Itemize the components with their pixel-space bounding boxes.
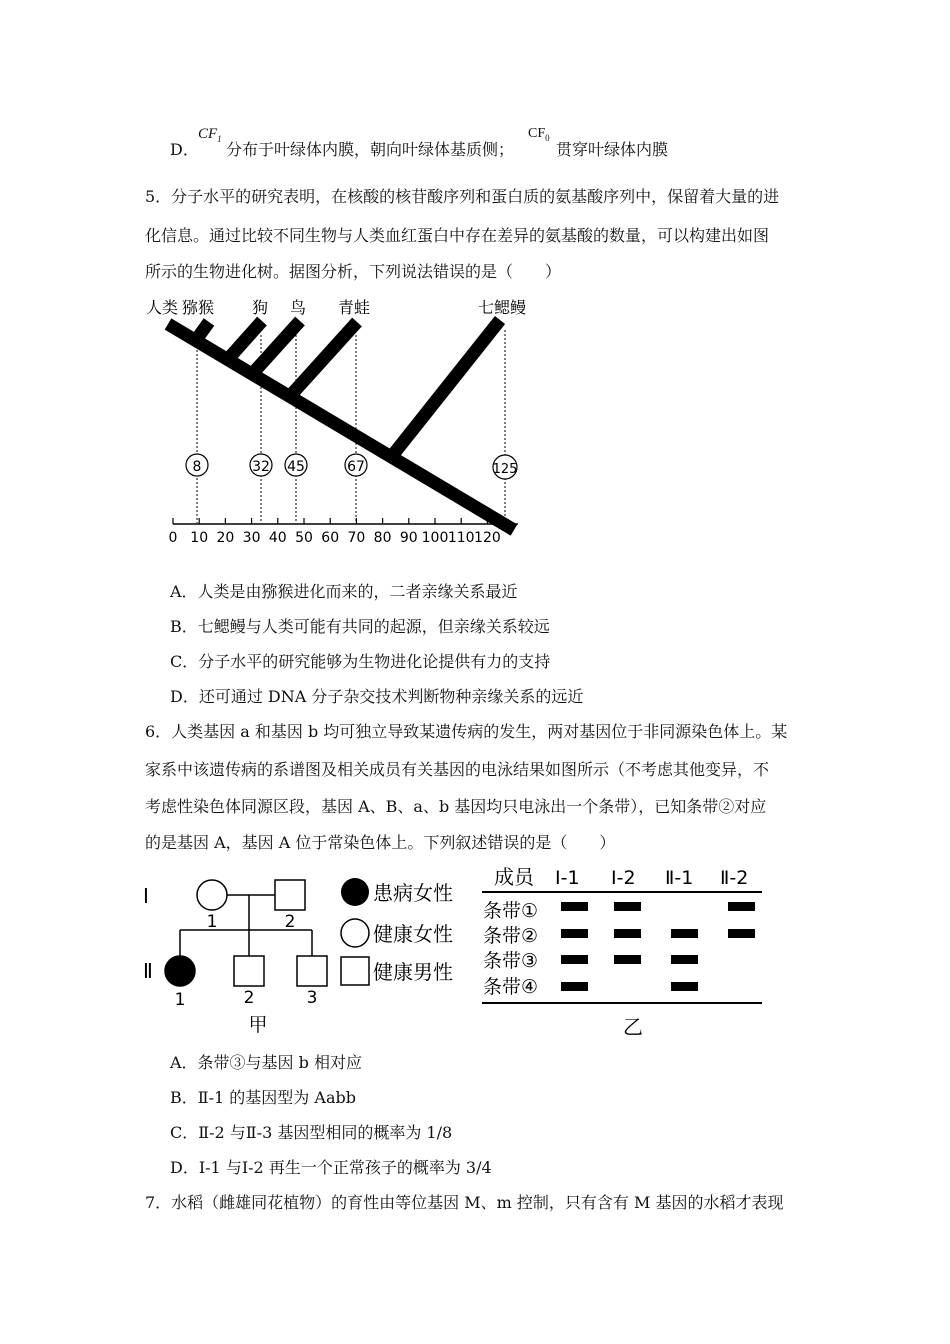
species-label-frog: 青蛙 <box>338 298 371 317</box>
branch-dog <box>229 321 262 358</box>
diff-value-frog: 67 <box>347 459 365 475</box>
header-member: 成员 <box>494 865 534 889</box>
q5-stem-line-2: 化信息。通过比较不同生物与人类血红蛋白中存在差异的氨基酸的数量，可以构建出如图 <box>145 226 770 245</box>
q4-option-d-text1: 分布于叶绿体内膜，朝向叶绿体基质侧； <box>226 140 515 159</box>
band-label-3: 条带③ <box>483 950 539 972</box>
option-letter: D． <box>170 140 199 159</box>
diff-value-macaque: 8 <box>192 459 202 475</box>
q5-option-c: C．分子水平的研究能够为生物进化论提供有力的支持 <box>170 652 551 671</box>
axis-tick-label: 50 <box>295 530 313 546</box>
axis-tick-label: 100 <box>421 530 449 546</box>
q6-stem-line-2: 家系中该遗传病的系谱图及相关成员有关基因的电泳结果如图所示（不考虑其他变异，不 <box>145 760 770 779</box>
species-label-lamprey: 七鳃鳗 <box>478 298 527 317</box>
diff-value-lamprey: 125 <box>492 462 518 477</box>
q5-stem-line-1: 5．分子水平的研究表明，在核酸的核苷酸序列和蛋白质的氨基酸序列中，保留着大量的进 <box>145 187 780 206</box>
axis-tick-label: 20 <box>216 530 235 546</box>
axis-ticks <box>169 518 501 546</box>
axis-tick-label: 120 <box>474 530 501 546</box>
number-I-2: 2 <box>284 912 296 932</box>
header-I-2: Ⅰ-2 <box>611 867 636 889</box>
axis-tick-label: 0 <box>168 530 178 546</box>
q6-option-a: A．条带③与基因 b 相对应 <box>170 1053 362 1072</box>
axis-tick-label: 30 <box>242 530 261 546</box>
q6-stem-line-1: 6．人类基因 a 和基因 b 均可独立导致某遗传病的发生，两对基因位于非同源染色体上。某 <box>145 722 788 741</box>
axis-tick-label: 10 <box>190 530 209 546</box>
q5-option-a: A．人类是由猕猴进化而来的，二者亲缘关系最近 <box>170 582 518 601</box>
branch-frog <box>291 322 357 395</box>
header-II-1: Ⅱ-1 <box>665 867 694 889</box>
legend-healthy-male: 健康男性 <box>373 960 453 984</box>
legend-healthy-female: 健康女性 <box>373 922 453 946</box>
axis-tick-label: 60 <box>321 530 340 546</box>
branch-lamprey <box>392 320 500 456</box>
electrophoresis-caption: 乙 <box>623 1015 643 1039</box>
q5-option-d: D．还可通过 DNA 分子杂交技术判断物种亲缘关系的远近 <box>170 687 584 706</box>
generation-label-1: Ⅰ <box>143 884 149 908</box>
generation-label-2: Ⅱ <box>143 959 153 983</box>
header-II-2: Ⅱ-2 <box>720 867 749 889</box>
cf0-symbol: $CF_0$ <box>528 126 550 143</box>
species-label-bird: 鸟 <box>290 298 307 317</box>
q6-option-c: C．Ⅱ-2 与Ⅱ-3 基因型相同的概率为 1/8 <box>170 1123 453 1142</box>
axis-tick-label: 40 <box>268 530 287 546</box>
legend-affected-female: 患病女性 <box>373 881 453 905</box>
difference-markers <box>186 454 517 479</box>
q6-option-d: D．Ⅰ-1 与Ⅰ-2 再生一个正常孩子的概率为 3/4 <box>170 1158 492 1177</box>
cf1-symbol: $CF_1$ <box>198 126 222 144</box>
q5-option-b: B．七鳃鳗与人类可能有共同的起源，但亲缘关系较远 <box>170 617 550 636</box>
q7-stem-line-1: 7．水稻（雌雄同花植物）的育性由等位基因 M、m 控制，只有含有 M 基因的水稻才表现 <box>145 1193 784 1212</box>
pedigree-caption: 甲 <box>248 1014 268 1036</box>
header-I-1: Ⅰ-1 <box>555 867 580 889</box>
q4-option-d-text2: 贯穿叶绿体内膜 <box>556 140 669 159</box>
branch-macaque <box>196 322 209 340</box>
band-label-2: 条带② <box>483 925 539 947</box>
species-label-human: 人类 <box>146 298 179 317</box>
number-II-1: 1 <box>174 990 186 1010</box>
species-label-dog: 狗 <box>252 298 269 317</box>
species-label-macaque: 猕猴 <box>182 298 215 317</box>
q5-stem-line-3: 所示的生物进化树。据图分析，下列说法错误的是（ ） <box>145 262 562 281</box>
q6-option-b: B．Ⅱ-1 的基因型为 Aabb <box>170 1088 356 1107</box>
q6-stem-line-4: 的是基因 A，基因 A 位于常染色体上。下列叙述错误的是（ ） <box>145 833 616 852</box>
tree-trunk <box>168 324 514 530</box>
number-I-1: 1 <box>206 912 218 932</box>
diff-value-bird: 45 <box>287 459 305 475</box>
band-label-1: 条带① <box>483 900 539 922</box>
axis-tick-label: 70 <box>347 530 366 546</box>
axis-tick-label: 90 <box>399 530 418 546</box>
diff-value-dog: 32 <box>252 459 270 475</box>
number-II-2: 2 <box>243 988 255 1008</box>
band-label-4: 条带④ <box>483 976 539 998</box>
axis-tick-label: 110 <box>447 530 475 546</box>
number-II-3: 3 <box>306 988 318 1008</box>
q6-stem-line-3: 考虑性染色体同源区段，基因 A、B、a、b 基因均只电泳出一个条带），已知条带②对应 <box>145 797 767 816</box>
axis-tick-label: 80 <box>373 530 392 546</box>
